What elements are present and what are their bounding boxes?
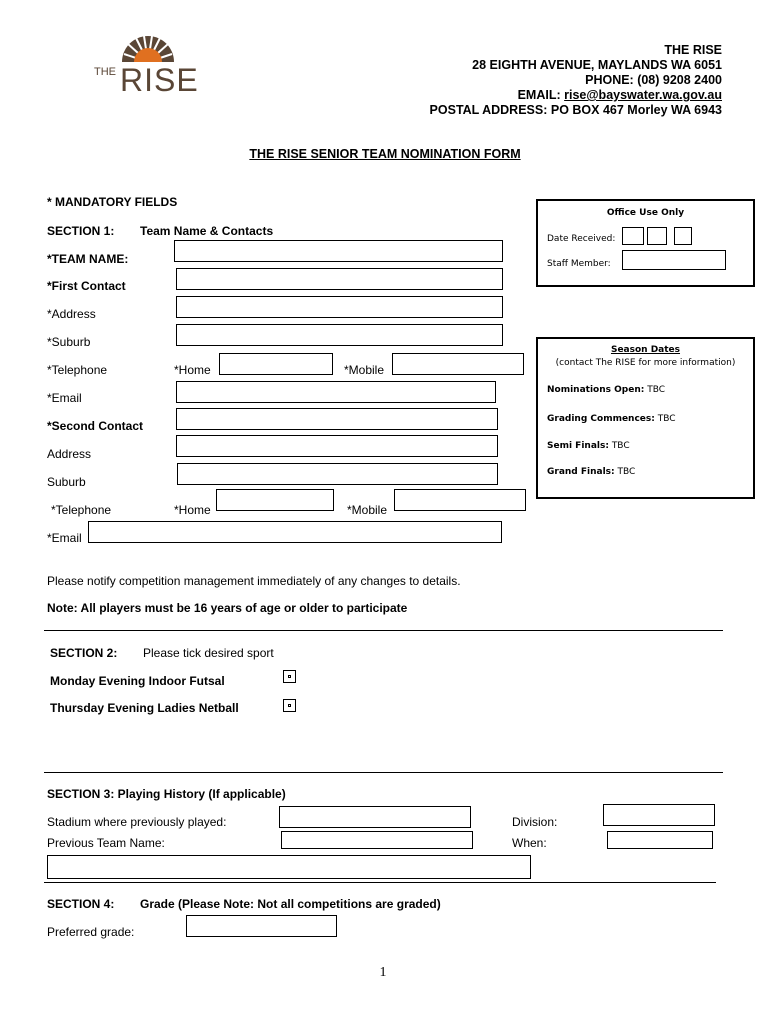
season-item-nominations: Nominations Open: TBC: [547, 385, 666, 395]
home-label: *Home: [174, 363, 211, 377]
telephone2-label: *Telephone: [51, 503, 112, 517]
section2-title: Please tick desired sport: [143, 646, 274, 660]
season-title: Season Dates: [610, 345, 681, 355]
first-contact-label: *First Contact: [47, 279, 126, 293]
suburb-field[interactable]: [176, 324, 503, 346]
age-note: Note: All players must be 16 years of age or older to participate: [47, 601, 408, 615]
second-contact-label: *Second Contact: [47, 419, 144, 433]
season-item-semi-finals: Semi Finals: TBC: [547, 441, 630, 451]
header-org: THE RISE: [664, 43, 722, 57]
mobile2-label: *Mobile: [347, 503, 388, 517]
home2-label: *Home: [174, 503, 211, 517]
section1-label: SECTION 1:: [47, 224, 115, 238]
divider-3: [44, 882, 716, 883]
logo-rise: RISE: [120, 62, 199, 98]
netball-checkbox[interactable]: [283, 699, 296, 712]
second-contact-field[interactable]: [176, 408, 498, 430]
email2-label: *Email: [47, 531, 82, 545]
header-email-label: EMAIL:: [517, 88, 565, 102]
section4-label: SECTION 4:: [47, 897, 115, 911]
division-label: Division:: [512, 815, 558, 829]
prev-team-extra-field[interactable]: [47, 855, 531, 879]
email-field[interactable]: [176, 381, 496, 403]
divider-1: [44, 630, 723, 631]
notify-notice: Please notify competition management immediately of any changes to details.: [47, 574, 461, 588]
header-phone: PHONE: (08) 9208 2400: [585, 73, 722, 87]
home-phone-field[interactable]: [219, 353, 333, 375]
mobile2-phone-field[interactable]: [394, 489, 526, 511]
page-number: 1: [379, 965, 387, 980]
mandatory-note: * MANDATORY FIELDS: [47, 195, 178, 209]
season-dates-box: [536, 337, 755, 499]
mobile-label: *Mobile: [344, 363, 385, 377]
logo-the: THE: [94, 66, 116, 78]
section2-label: SECTION 2:: [50, 646, 118, 660]
team-name-field[interactable]: [174, 240, 503, 262]
suburb-label: *Suburb: [47, 335, 91, 349]
date-received-day[interactable]: [622, 227, 644, 245]
futsal-checkbox[interactable]: [283, 670, 296, 683]
section4-title: Grade (Please Note: Not all competitions are graded): [140, 897, 441, 911]
email2-field[interactable]: [88, 521, 502, 543]
office-use-box: [536, 199, 755, 287]
date-received-label: Date Received:: [547, 234, 616, 244]
staff-member-label: Staff Member:: [547, 259, 611, 269]
preferred-grade-field[interactable]: [186, 915, 337, 937]
netball-option-label: Thursday Evening Ladies Netball: [50, 701, 239, 715]
telephone-label: *Telephone: [47, 363, 108, 377]
stadium-field[interactable]: [279, 806, 471, 828]
season-item-grading: Grading Commences: TBC: [547, 414, 676, 424]
date-received-year[interactable]: [674, 227, 692, 245]
first-contact-field[interactable]: [176, 268, 503, 290]
section3-title: SECTION 3: Playing History (If applicable): [47, 787, 286, 801]
division-field[interactable]: [603, 804, 715, 826]
prev-team-field[interactable]: [281, 831, 473, 849]
header-postal: POSTAL ADDRESS: PO BOX 467 Morley WA 6943: [429, 103, 722, 117]
when-field[interactable]: [607, 831, 713, 849]
prev-team-label: Previous Team Name:: [47, 836, 165, 850]
form-title: THE RISE SENIOR TEAM NOMINATION FORM: [249, 147, 521, 161]
header-address: 28 EIGHTH AVENUE, MAYLANDS WA 6051: [472, 58, 722, 72]
office-title: Office Use Only: [606, 208, 685, 218]
logo: [92, 24, 202, 96]
season-subtitle: (contact The RISE for more information): [555, 358, 736, 368]
season-item-grand-finals: Grand Finals: TBC: [547, 467, 636, 477]
suburb2-label: Suburb: [47, 475, 86, 489]
when-label: When:: [512, 836, 547, 850]
address-label: *Address: [47, 307, 96, 321]
address2-field[interactable]: [176, 435, 498, 457]
futsal-option-label: Monday Evening Indoor Futsal: [50, 674, 225, 688]
mobile-phone-field[interactable]: [392, 353, 524, 375]
preferred-grade-label: Preferred grade:: [47, 925, 135, 939]
section1-title: Team Name & Contacts: [140, 224, 274, 238]
home2-phone-field[interactable]: [216, 489, 334, 511]
email-label: *Email: [47, 391, 82, 405]
team-name-label: *TEAM NAME:: [47, 252, 129, 266]
suburb2-field[interactable]: [177, 463, 498, 485]
address2-label: Address: [47, 447, 92, 461]
date-received-month[interactable]: [647, 227, 667, 245]
staff-member-field[interactable]: [622, 250, 726, 270]
header-email-link[interactable]: rise@bayswater.wa.gov.au: [564, 88, 722, 102]
header-email-line: [518, 88, 722, 103]
address-field[interactable]: [176, 296, 503, 318]
stadium-label: Stadium where previously played:: [47, 815, 227, 829]
divider-2: [44, 772, 723, 773]
